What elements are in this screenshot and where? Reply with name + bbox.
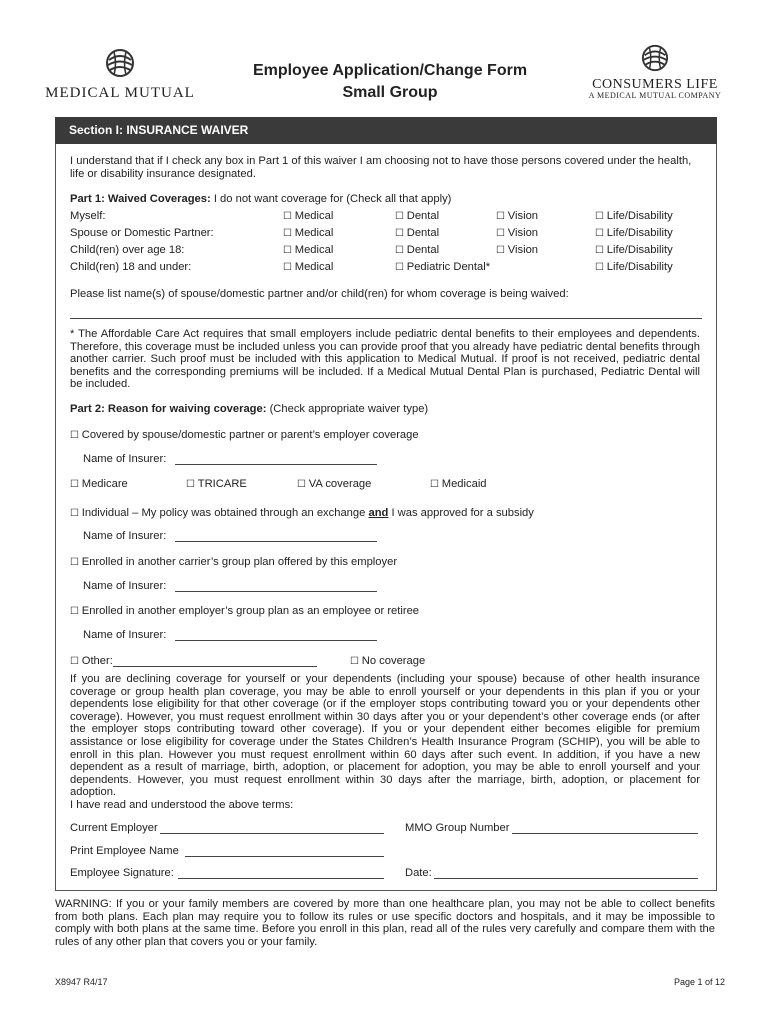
row-myself-label: Myself: — [70, 210, 106, 222]
brand-medical-mutual: MEDICAL MUTUAL — [45, 85, 195, 101]
date-input[interactable] — [434, 878, 698, 879]
spouse-medical-checkbox[interactable]: ☐ Medical — [283, 227, 333, 240]
children-under18-life-checkbox[interactable]: ☐ Life/Disability — [595, 261, 673, 274]
print-name-label: Print Employee Name — [70, 845, 179, 857]
title-line1: Employee Application/Change Form — [252, 62, 528, 79]
brand-consumers-life-sub: A MEDICAL MUTUAL COMPANY — [588, 91, 722, 100]
signature-input[interactable] — [178, 878, 384, 879]
children-over18-medical-checkbox[interactable]: ☐ Medical — [283, 244, 333, 257]
form-title — [235, 60, 545, 104]
consumers-life-logo — [585, 44, 725, 100]
page-number: Page 1 of 12 — [673, 977, 725, 987]
other-checkbox[interactable]: ☐ Other: — [70, 655, 113, 668]
insurer-name-input-1[interactable] — [175, 464, 377, 465]
myself-dental-checkbox[interactable]: ☐ Dental — [395, 210, 439, 223]
print-name-input[interactable] — [185, 856, 384, 857]
medicaid-checkbox[interactable]: ☐ Medicaid — [430, 478, 487, 491]
signature-label: Employee Signature: — [70, 867, 174, 879]
children-under18-medical-checkbox[interactable]: ☐ Medical — [283, 261, 333, 274]
myself-life-checkbox[interactable]: ☐ Life/Disability — [595, 210, 673, 223]
medical-mutual-logo — [40, 48, 200, 102]
current-employer-input[interactable] — [160, 833, 384, 834]
aca-note: * The Affordable Care Act requires that small employers include pediatric dental benefits to their employees and dependents. Therefore, this coverage must be included unless you can provide proof that you already have pediatric dental benefits through another carrier. Such proof must be included with this application to Medical Mutual. If proof is not received, pediatric dental benefits and the corresponding premiums will be included. If a Medical Mutual Dental Plan is purchased, Pediatric Dental will be included. — [70, 328, 700, 391]
name-of-insurer-label: Name of Insurer: — [83, 580, 167, 592]
myself-vision-checkbox[interactable]: ☐ Vision — [496, 210, 538, 223]
name-of-insurer-label: Name of Insurer: — [83, 453, 167, 465]
va-coverage-checkbox[interactable]: ☐ VA coverage — [297, 478, 371, 491]
tricare-checkbox[interactable]: ☐ TRICARE — [186, 478, 247, 491]
spouse-vision-checkbox[interactable]: ☐ Vision — [496, 227, 538, 240]
row-children-under18-label: Child(ren) 18 and under: — [70, 261, 192, 273]
intro-line2: life or disability insurance designated. — [70, 168, 256, 180]
declining-coverage-text: If you are declining coverage for yourself or your dependents (including your spouse) because of other health insurance coverage or group health plan coverage, you may be able to enroll yourself or your dependents in this plan if you or your dependents lose eligibility for that other coverage (or if the employer stops contributing toward you or your dependents other coverage). However, you must request enrollment within 30 days after you or your dependent’s other coverage ends (or after the employer stops contributing toward other coverage). If you or your dependent either becomes eligible for premium assistance or lose eligibility for coverage under the States Children’s Health Insurance Program (SCHIP), you will be able to enroll in this plan. However you must request enrollment within 60 days after such event. In addition, if you have a new dependent as a result of marriage, birth, adoption, or placement for adoption, you may be able to enroll yourself and your dependents. However, you must request enrollment within 30 days after the marriage, birth, adoption, or placement for adoption. — [70, 673, 700, 799]
row-children-over18-label: Child(ren) over age 18: — [70, 244, 185, 256]
spouse-dental-checkbox[interactable]: ☐ Dental — [395, 227, 439, 240]
other-reason-input[interactable] — [113, 666, 317, 667]
another-employer-checkbox[interactable]: ☐ Enrolled in another employer’s group plan as an employee or retiree — [70, 605, 419, 618]
brand-consumers-life: CONSUMERS LIFE — [592, 77, 718, 92]
part2-heading — [70, 403, 428, 416]
mmo-group-label: MMO Group Number — [405, 822, 510, 834]
individual-text-b: I was approved for a subsidy — [388, 507, 534, 519]
read-terms-label: I have read and understood the above terms: — [70, 799, 294, 811]
intro-line1: I understand that if I check any box in Part 1 of this waiver I am choosing not to have those persons covered under the health, — [70, 155, 692, 167]
name-of-insurer-label: Name of Insurer: — [83, 629, 167, 641]
date-label: Date: — [405, 867, 432, 879]
row-spouse-label: Spouse or Domestic Partner: — [70, 227, 214, 239]
part1-text: I do not want coverage for (Check all that apply) — [210, 193, 452, 205]
spouse-coverage-checkbox[interactable]: ☐ Covered by spouse/domestic partner or parent’s employer coverage — [70, 429, 419, 442]
form-code: X8947 R4/17 — [55, 977, 108, 987]
title-line2: Small Group — [342, 84, 438, 101]
mmo-group-input[interactable] — [512, 833, 698, 834]
medicare-checkbox[interactable]: ☐ Medicare — [70, 478, 128, 491]
myself-medical-checkbox[interactable]: ☐ Medical — [283, 210, 333, 223]
children-over18-vision-checkbox[interactable]: ☐ Vision — [496, 244, 538, 257]
list-names-label: Please list name(s) of spouse/domestic partner and/or child(ren) for whom coverage is being waived: — [70, 288, 569, 300]
individual-exchange-checkbox[interactable] — [70, 507, 534, 520]
another-carrier-checkbox[interactable]: ☐ Enrolled in another carrier’s group plan offered by this employer — [70, 556, 397, 569]
waived-names-input[interactable] — [70, 318, 702, 319]
part1-heading — [70, 193, 451, 206]
insurer-name-input-4[interactable] — [175, 640, 377, 641]
spouse-life-checkbox[interactable]: ☐ Life/Disability — [595, 227, 673, 240]
current-employer-label: Current Employer — [70, 822, 158, 834]
no-coverage-checkbox[interactable]: ☐ No coverage — [350, 655, 425, 668]
insurer-name-input-3[interactable] — [175, 591, 377, 592]
section-header — [55, 117, 717, 144]
section-title: Section I: INSURANCE WAIVER — [69, 123, 249, 137]
children-over18-life-checkbox[interactable]: ☐ Life/Disability — [595, 244, 673, 257]
part2-label: Part 2: Reason for waiving coverage: — [70, 403, 267, 415]
globe-logo-icon — [641, 44, 669, 72]
children-under18-pediatric-dental-checkbox[interactable]: ☐ Pediatric Dental* — [395, 261, 490, 274]
globe-logo-icon — [105, 48, 135, 78]
individual-text-a: Individual – My policy was obtained through an exchange — [81, 507, 369, 519]
children-over18-dental-checkbox[interactable]: ☐ Dental — [395, 244, 439, 257]
warning-text: WARNING: If you or your family members are covered by more than one healthcare plan, you may not be able to collect benefits from both plans. Each plan may require you to follow its rules or use specific doctors and hospitals, and it may be impossible to comply with both plans at the same time. Before you enroll in this plan, read all of the rules very carefully and compare them with the rules of any other plan that covers you or your family. — [55, 898, 715, 948]
insurer-name-input-2[interactable] — [175, 541, 377, 542]
part2-text: (Check appropriate waiver type) — [266, 403, 429, 415]
name-of-insurer-label: Name of Insurer: — [83, 530, 167, 542]
part1-label: Part 1: Waived Coverages: — [70, 193, 211, 205]
individual-text-and: and — [368, 507, 389, 519]
